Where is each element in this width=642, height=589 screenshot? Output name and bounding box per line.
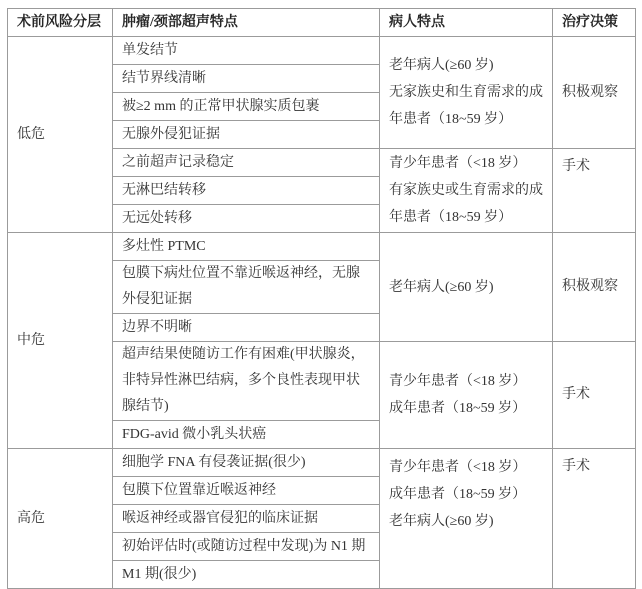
feature-cell: 初始评估时(或随访过程中发现)为 N1 期	[113, 533, 380, 561]
patient-line: 老年病人(≥60 岁)	[389, 514, 494, 529]
decision-cell: 手术	[553, 149, 636, 233]
header-cell-treatment-decision: 治疗决策	[553, 9, 636, 37]
feature-cell: 包膜下病灶位置不靠近喉返神经，无腺外侵犯证据	[113, 261, 380, 314]
feature-cell: 边界不明晰	[113, 314, 380, 342]
decision-cell: 手术	[553, 342, 636, 449]
risk-stratification-table	[7, 8, 636, 589]
feature-cell: 喉返神经或器官侵犯的临床证据	[113, 505, 380, 533]
header-row	[8, 9, 636, 37]
patient-line: 青少年患者（<18 岁）	[389, 156, 527, 171]
patient-line: 老年病人(≥60 岁)	[389, 58, 494, 73]
patient-line: 老年病人(≥60 岁)	[389, 279, 494, 295]
feature-cell: 多灶性 PTMC	[113, 233, 380, 261]
patients-cell	[380, 342, 553, 449]
table-row	[8, 233, 636, 261]
feature-cell: 包膜下位置靠近喉返神经	[113, 477, 380, 505]
patient-line: 有家族史或生育需求的成年患者（18~59 岁）	[389, 183, 543, 225]
header-cell-ultrasound-features: 肿瘤/颈部超声特点	[113, 9, 380, 37]
feature-cell: 之前超声记录稳定	[113, 149, 380, 177]
risk-cell-medium: 中危	[8, 233, 113, 449]
patients-cell	[380, 449, 553, 589]
patients-cell	[380, 37, 553, 149]
risk-cell-high: 高危	[8, 449, 113, 589]
patient-line: 无家族史和生育需求的成年患者（18~59 岁）	[389, 85, 543, 127]
patient-line: 青少年患者（<18 岁）	[389, 460, 527, 475]
decision-cell: 积极观察	[553, 233, 636, 342]
feature-cell: M1 期(很少)	[113, 561, 380, 589]
risk-cell-low: 低危	[8, 37, 113, 233]
table-row	[8, 449, 636, 477]
feature-cell: FDG-avid 微小乳头状癌	[113, 421, 380, 449]
header-cell-patient-features: 病人特点	[380, 9, 553, 37]
patients-cell	[380, 149, 553, 233]
feature-cell: 细胞学 FNA 有侵袭证据(很少)	[113, 449, 380, 477]
feature-cell: 被≥2 mm 的正常甲状腺实质包裹	[113, 93, 380, 121]
patients-cell	[380, 233, 553, 342]
table-row	[8, 37, 636, 65]
feature-cell: 无淋巴结转移	[113, 177, 380, 205]
decision-cell: 手术	[553, 449, 636, 589]
feature-cell: 超声结果使随访工作有困难(甲状腺炎，非特异性淋巴结病，多个良性表现甲状腺结节)	[113, 342, 380, 421]
feature-cell: 单发结节	[113, 37, 380, 65]
patient-line: 成年患者（18~59 岁）	[389, 401, 527, 416]
feature-cell: 无远处转移	[113, 205, 380, 233]
decision-cell: 积极观察	[553, 37, 636, 149]
feature-cell: 结节界线清晰	[113, 65, 380, 93]
feature-cell: 无腺外侵犯证据	[113, 121, 380, 149]
header-cell-risk: 术前风险分层	[8, 9, 113, 37]
patient-line: 青少年患者（<18 岁）	[389, 374, 527, 389]
patient-line: 成年患者（18~59 岁）	[389, 487, 527, 502]
